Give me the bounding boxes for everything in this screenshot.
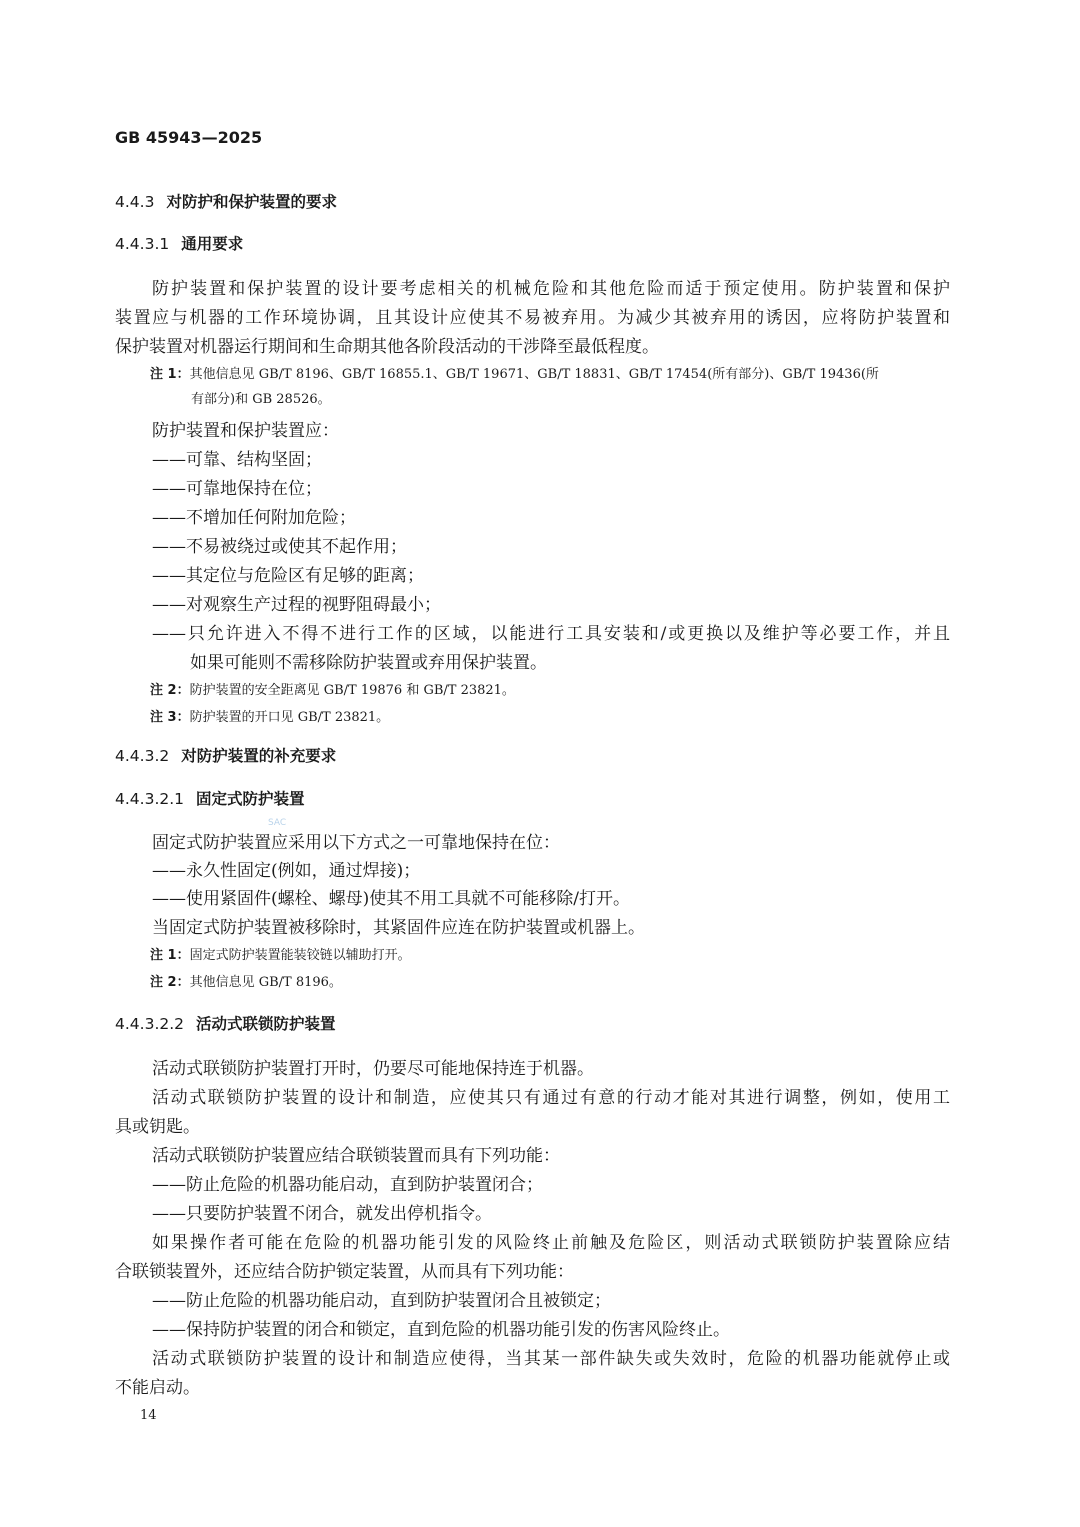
list-item: ——只允许进入不得不进行工作的区域，以能进行工具安装和/或更换以及维护等必要工作，并且: [152, 624, 950, 644]
section-title: 固定式防护装置: [196, 790, 305, 808]
list-item: ——永久性固定(例如，通过焊接)；: [152, 861, 421, 881]
note-text: 其他信息见 GB/T 8196。: [189, 975, 342, 990]
paragraph-line: 活动式联锁防护装置的设计和制造应使得，当其某一部件缺失或失效时，危险的机器功能就停止或: [152, 1349, 950, 1369]
list-item: ——使用紧固件(螺栓、螺母)使其不用工具就不可能移除/打开。: [152, 889, 630, 909]
paragraph-line: 保护装置对机器运行期间和生命期其他各阶段活动的干涉降至最低程度。: [115, 337, 659, 357]
section-heading-4-4-3: [115, 195, 337, 211]
list-item: ——对观察生产过程的视野阻碍最小；: [152, 595, 441, 615]
paragraph-line: 合联锁装置外，还应结合防护锁定装置，从而具有下列功能：: [115, 1262, 574, 1282]
page-number: 14: [140, 1408, 157, 1423]
section-title: 对防护装置的补充要求: [181, 747, 337, 765]
paragraph-line: 活动式联锁防护装置打开时，仍要尽可能地保持连于机器。: [152, 1059, 594, 1079]
list-intro: 防护装置和保护装置应：: [152, 421, 339, 441]
paragraph-line: 装置应与机器的工作环境协调，且其设计应使其不易被弃用。为减少其被弃用的诱因，应将防护装置和: [115, 308, 950, 328]
note-continuation: 有部分)和 GB 28526。: [191, 392, 331, 407]
note-label: 注 2：: [150, 683, 190, 698]
paragraph-line: 固定式防护装置应采用以下方式之一可靠地保持在位：: [152, 833, 560, 853]
note: [150, 368, 879, 381]
section-number: 4.4.3.2: [115, 747, 170, 765]
note-text: 防护装置的安全距离见 GB/T 19876 和 GB/T 23821。: [189, 683, 515, 698]
note: [150, 711, 389, 724]
section-title: 对防护和保护装置的要求: [166, 193, 337, 211]
note-text: 其他信息见 GB/T 8196、GB/T 16855.1、GB/T 19671、GB/T 18831、GB/T 17454(所有部分)、GB/T 19436(所: [189, 367, 879, 382]
list-item: ——防止危险的机器功能启动，直到防护装置闭合；: [152, 1175, 543, 1195]
note-text: 防护装置的开口见 GB/T 23821。: [189, 710, 390, 725]
note-label: 注 1：: [150, 948, 190, 963]
note-label: 注 1：: [150, 367, 190, 382]
section-number: 4.4.3.1: [115, 235, 170, 253]
section-title: 活动式联锁防护装置: [196, 1015, 336, 1033]
list-item: ——防止危险的机器功能启动，直到防护装置闭合且被锁定；: [152, 1291, 611, 1311]
list-item: ——不易被绕过或使其不起作用；: [152, 537, 407, 557]
section-heading-4-4-3-2-2: [115, 1017, 336, 1033]
section-title: 通用要求: [181, 235, 244, 253]
paragraph-line: 当固定式防护装置被移除时，其紧固件应连在防护装置或机器上。: [152, 918, 645, 938]
note: [150, 976, 342, 989]
list-item: ——其定位与危险区有足够的距离；: [152, 566, 424, 586]
note: [150, 684, 515, 697]
paragraph-line: 防护装置和保护装置的设计要考虑相关的机械危险和其他危险而适于预定使用。防护装置和保护: [152, 279, 950, 299]
section-heading-4-4-3-1: [115, 237, 243, 253]
section-heading-4-4-3-2: [115, 749, 336, 765]
paragraph-line: 活动式联锁防护装置应结合联锁装置而具有下列功能：: [152, 1146, 560, 1166]
note-text: 固定式防护装置能装铰链以辅助打开。: [189, 948, 411, 963]
note-label: 注 2：: [150, 975, 190, 990]
note: [150, 949, 411, 962]
section-number: 4.4.3: [115, 193, 155, 211]
list-item: ——可靠地保持在位；: [152, 479, 322, 499]
paragraph-line: 具或钥匙。: [115, 1117, 200, 1137]
paragraph-line: 不能启动。: [115, 1378, 200, 1398]
list-item: ——可靠、结构坚固；: [152, 450, 322, 470]
sac-watermark: SAC: [268, 818, 287, 828]
paragraph-line: 如果操作者可能在危险的机器功能引发的风险终止前触及危险区，则活动式联锁防护装置除应结: [152, 1233, 950, 1253]
note-label: 注 3：: [150, 710, 190, 725]
list-item: ——不增加任何附加危险；: [152, 508, 356, 528]
list-item: ——保持防护装置的闭合和锁定，直到危险的机器功能引发的伤害风险终止。: [152, 1320, 730, 1340]
paragraph-line: 活动式联锁防护装置的设计和制造，应使其只有通过有意的行动才能对其进行调整，例如，使用工: [152, 1088, 950, 1108]
standard-number: GB 45943—2025: [115, 128, 263, 147]
section-number: 4.4.3.2.2: [115, 1015, 185, 1033]
list-item-continuation: 如果可能则不需移除防护装置或弃用保护装置。: [190, 653, 547, 673]
list-item: ——只要防护装置不闭合，就发出停机指令。: [152, 1204, 492, 1224]
section-number: 4.4.3.2.1: [115, 790, 185, 808]
section-heading-4-4-3-2-1: [115, 792, 305, 808]
